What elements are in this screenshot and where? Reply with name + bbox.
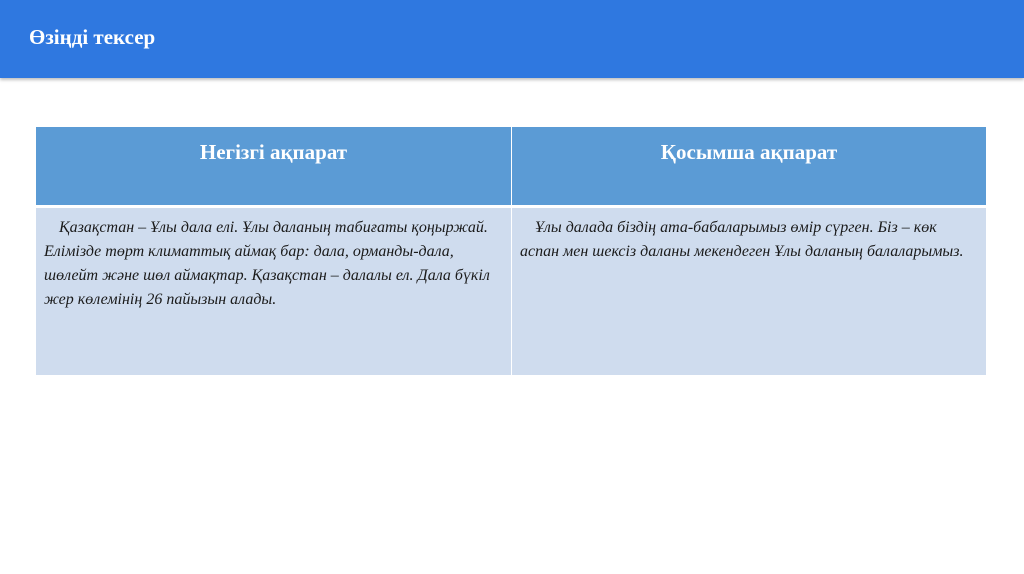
header-main-info-label: Негізгі ақпарат [199,140,348,164]
cell-additional-info-text: Ұлы далада біздің ата-бабаларымыз өмір сүрген. Біз – көк аспан мен шексіз даланы мекендеген Ұлы даланың балаларымыз. [520,219,964,260]
header-additional-info-label: Қосымша ақпарат [660,140,838,164]
header-additional-info [512,127,987,207]
info-table [35,126,987,376]
cell-additional-info [512,207,987,376]
table-row [36,207,987,376]
cell-main-info-text: Қазақстан – Ұлы дала елі. Ұлы даланың табиғаты қоңыржай. Елімізде төрт климаттық аймақ бар: дала, орманды-дала, шөлейт және шөл аймақтар. Қазақстан – далалы ел. Дала бүкіл жер көлемінің 26 пайызын алады. [44,219,490,308]
cell-main-info [36,207,512,376]
title-bar [0,0,1024,78]
table-header-row [36,127,987,207]
slide-title: Өзіңді тексер [29,25,156,49]
header-main-info [36,127,512,207]
